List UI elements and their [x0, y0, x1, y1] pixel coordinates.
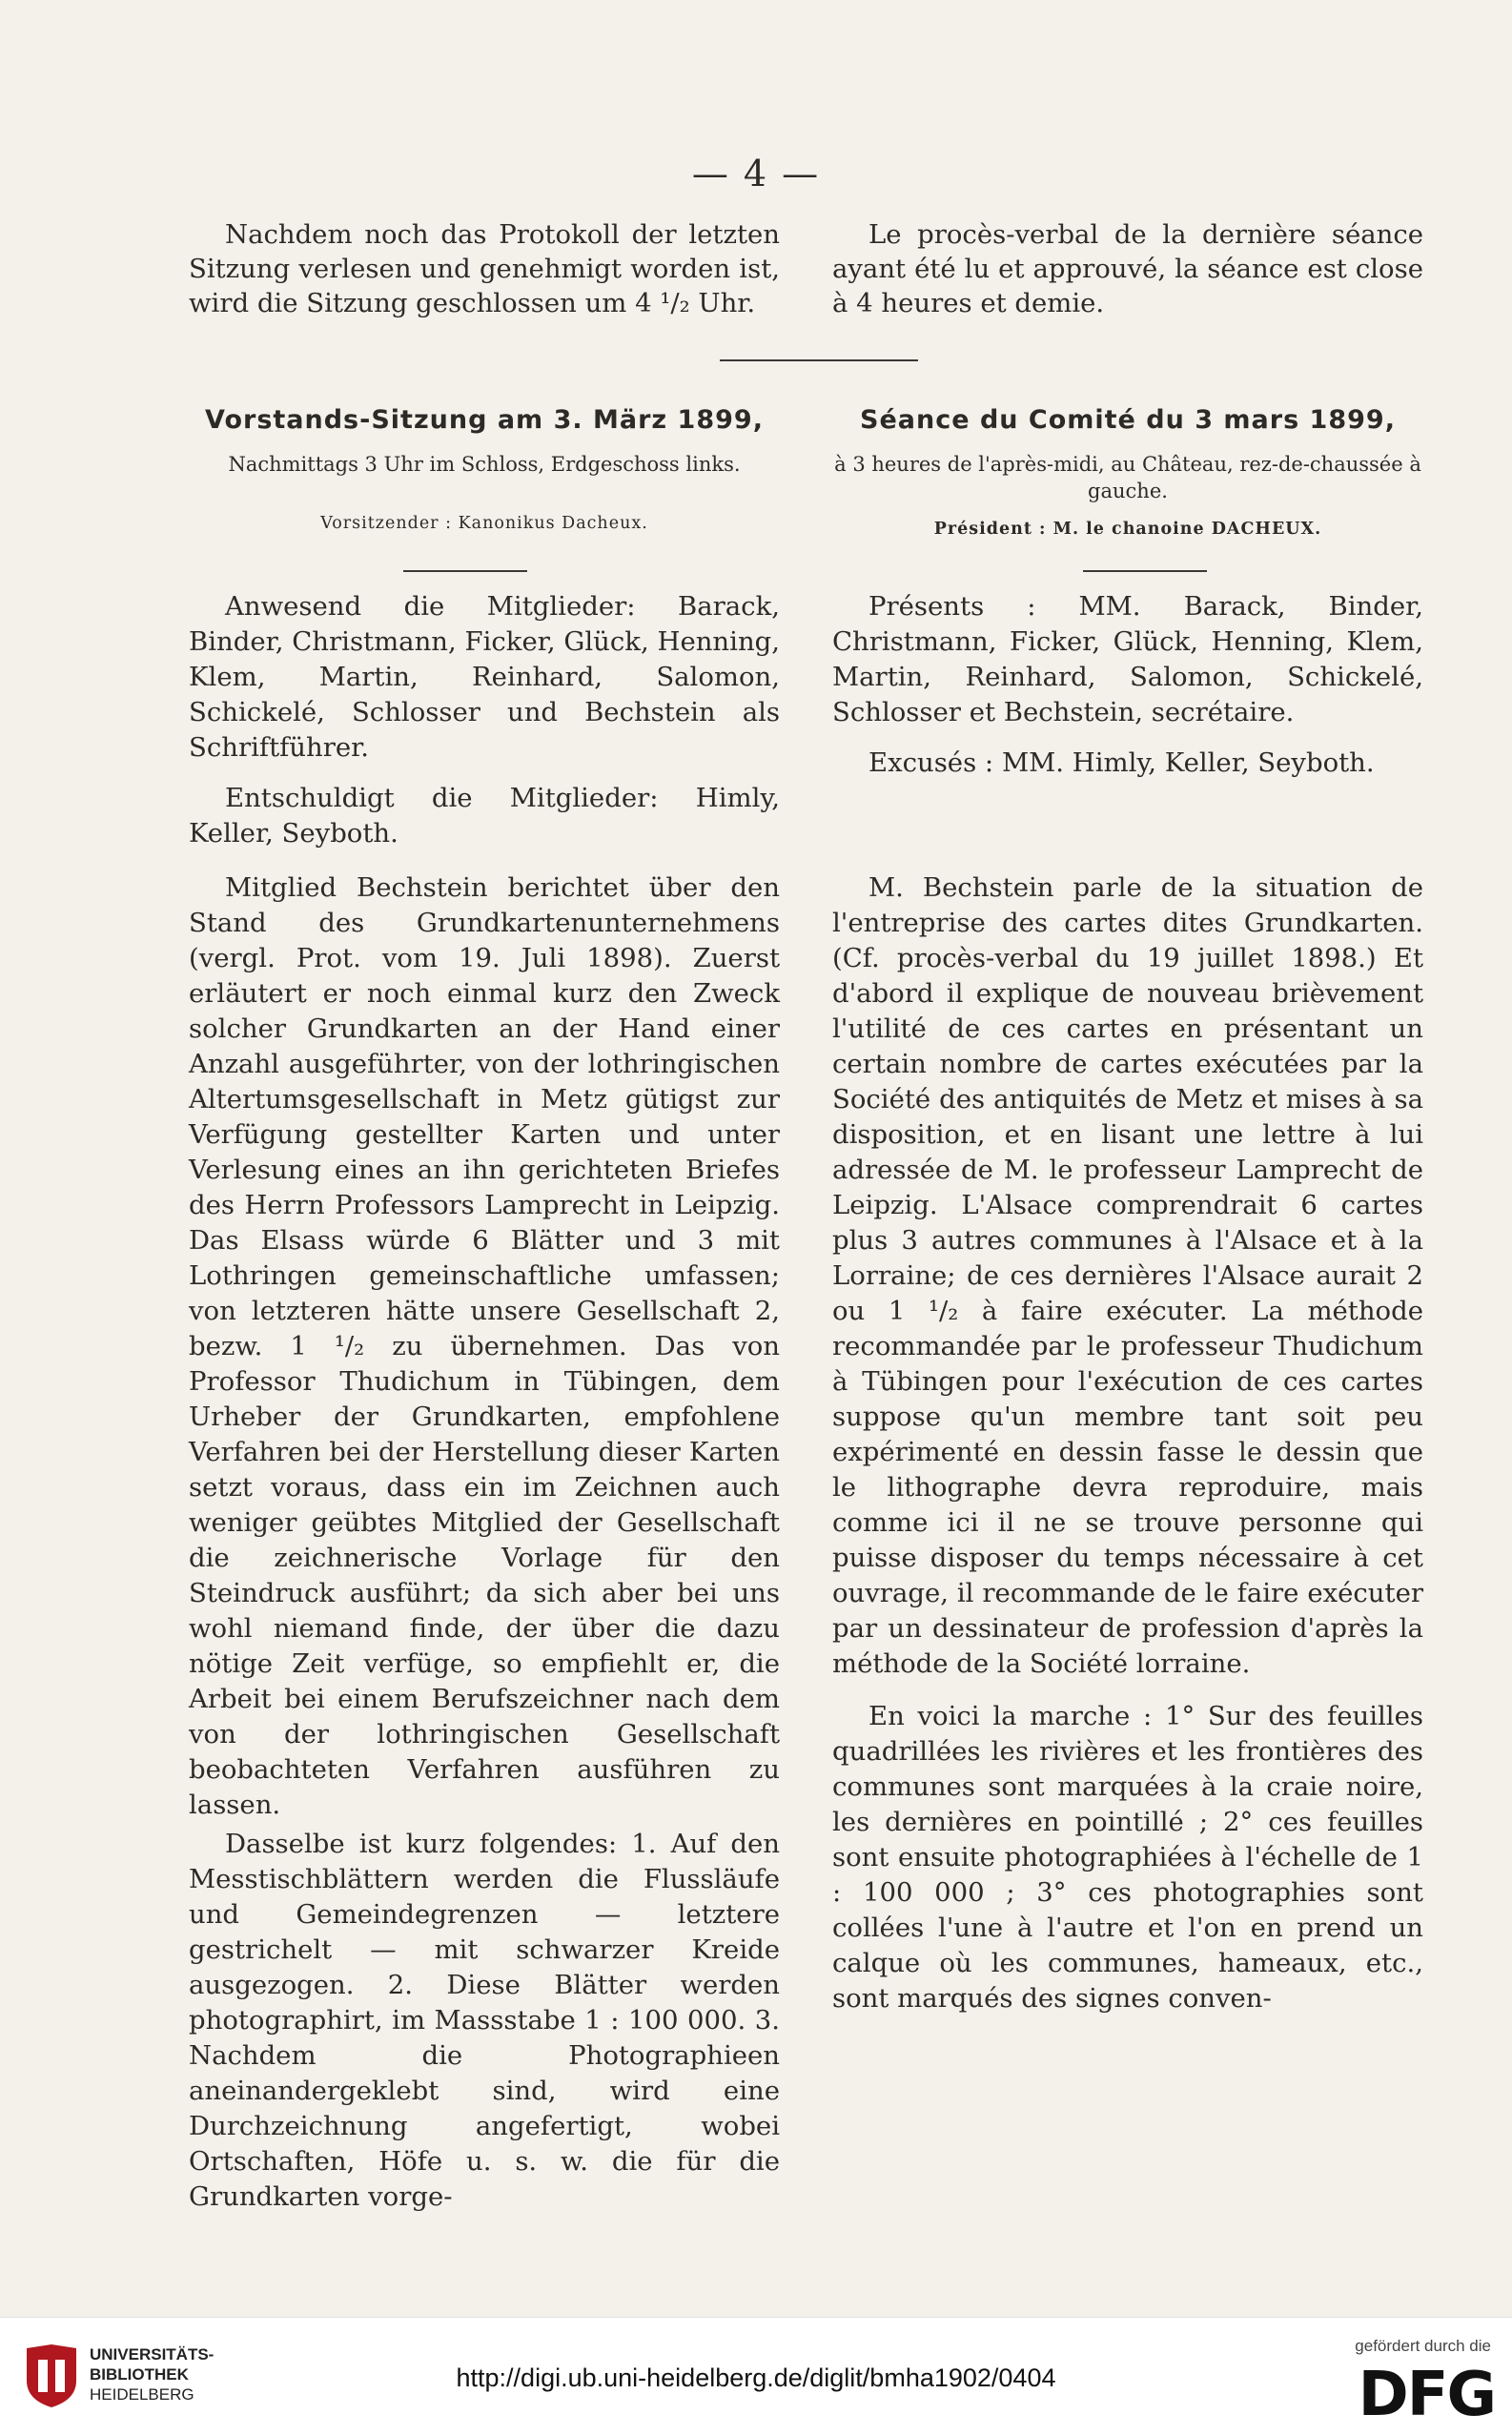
footer-bar: [0, 2317, 1512, 2435]
dfg-logo: DFG: [1358, 2360, 1495, 2430]
de-session-heading: Vorstands-Sitzung am 3. März 1899,: [205, 405, 764, 435]
permalink-url[interactable]: http://digi.ub.uni-heidelberg.de/diglit/bmha1902/0404: [456, 2363, 1056, 2392]
fr-procedure-paragraph: En voici la marche : 1° Sur des feuilles quadrillées les rivières et les frontières des communes sont marquées à la craie noire, les dernières en pointillé ; 2° ces feuilles sont ensuite photographiées à l'échelle de 1 : 100 000 ; 3° ces photographies sont collées l'une à l'autre et l'on en prend un calque où les communes, hameaux, etc., sont marqués des signes conven-: [832, 1701, 1423, 2014]
library-name-line1: UNIVERSITÄTS-: [90, 2345, 215, 2363]
german-body: [189, 589, 780, 851]
de-report-paragraph: Mitglied Bechstein berichtet über den Stand des Grundkartenunternehmens (vergl. Prot. vom 19. Juli 1898). Zuerst erläutert er noch einmal kurz den Zweck solcher Grundkarten an der Hand einer Anzahl ausgeführter, von der lothringischen Altertumsgesellschaft in Metz gütigst zur Verfügung gestellter Karten und unter Verlesung eines an ihn gerichteten Briefes des Herrn Professors Lamprecht in Leipzig. Das Elsass würde 6 Blätter und 3 mit Lothringen gemeinschaftliche umfassen; von letzteren hätte unsere Gesellschaft 2, bezw. 1 ¹/₂ zu übernehmen. Das von Professor Thudichum in Tübingen, dem Urheber der Grundkarten, empfohlene Verfahren bei der Herstellung dieser Karten setzt voraus, dass ein im Zeichnen auch weniger geübtes Mitglied der Gesellschaft die zeichnerische Vorlage für den Steindruck ausführt; da sich aber bei uns wohl niemand finde, der über die dazu nötige Zeit verfüge, so empfiehlt er, die Arbeit bei einem Berufszeichner nach dem von der lothringischen Gesellschaft beobachteten Verfahren ausführen zu lassen.: [189, 872, 780, 1820]
fr-session-subheading: à 3 heures de l'après-midi, au Château, rez-de-chaussée à gauche.: [834, 453, 1421, 502]
french-column: [832, 217, 1423, 320]
funded-by-text: gefördert durch die: [1355, 2337, 1491, 2355]
french-report: [832, 870, 1423, 2016]
de-short-rule: [403, 570, 527, 572]
de-session-subheading: Nachmittags 3 Uhr im Schloss, Erdgeschoss links.: [228, 453, 741, 476]
fr-session-heading: Séance du Comité du 3 mars 1899,: [860, 405, 1396, 435]
german-report: [189, 870, 780, 2215]
german-column: [189, 217, 780, 320]
page-number: — 4 —: [691, 153, 821, 194]
french-body: [832, 589, 1423, 781]
library-name-line2: BIBLIOTHEK: [90, 2365, 189, 2384]
french-heading-block: [832, 402, 1423, 547]
de-excused-paragraph: Entschuldigt die Mitglieder: Himly, Keller, Seyboth.: [189, 783, 780, 849]
fr-intro-paragraph: Le procès-verbal de la dernière séance ayant été lu et approuvé, la séance est close à 4 heures et demie.: [832, 219, 1423, 318]
german-heading-block: [189, 402, 780, 542]
de-intro-paragraph: Nachdem noch das Protokoll der letzten Sitzung verlesen und genehmigt worden ist, wird die Sitzung geschlossen um 4 ¹/₂ Uhr.: [189, 219, 780, 318]
de-chair-line: Vorsitzender : Kanonikus Dacheux.: [320, 514, 648, 533]
fr-chair-line: Président : M. le chanoine DACHEUX.: [933, 520, 1322, 539]
de-present-paragraph: Anwesend die Mitglieder: Barack, Binder, Christmann, Ficker, Glück, Henning, Klem, Martin, Reinhard, Salomon, Schickelé, Schlosser und Bechstein als Schriftführer.: [189, 591, 780, 763]
fr-report-paragraph: M. Bechstein parle de la situation de l'entreprise des cartes dites Grundkarten. (Cf. procès-verbal du 19 juillet 1898.) Et d'abord il explique de nouveau brièvement l'utilité de ces cartes en présentant un certain nombre de cartes exécutées par la Société des antiquités de Metz et mises à sa disposition, et en lisant une lettre à lui adressée de M. le professeur Lamprecht de Leipzig. L'Alsace comprendrait 6 cartes plus 3 autres communes à l'Alsace et à la Lorraine; de ces dernières l'Alsace aurait 2 ou 1 ¹/₂ à faire exécuter. La méthode recommandée par le professeur Thudichum à Tübingen pour l'exécution de ces cartes suppose qu'un membre tant soit peu expérimenté en dessin fasse le dessin que le lithographe devra reproduire, mais comme ici il ne se trouve personne qui puisse disposer du temps nécessaire à cet ouvrage, il recommande de le faire exécuter par un dessinateur de profession d'après la méthode de la Société lorraine.: [832, 872, 1423, 1679]
section-divider-rule: [720, 359, 918, 361]
fr-present-paragraph: Présents : MM. Barack, Binder, Christmann, Ficker, Glück, Henning, Klem, Martin, Reinhard, Salomon, Schickelé, Schlosser et Bechstein, secrétaire.: [832, 591, 1423, 727]
de-procedure-paragraph: Dasselbe ist kurz folgendes: 1. Auf den Messtischblättern werden die Flussläufe und Gemeindegrenzen — letztere gestrichelt — mit schwarzer Kreide ausgezogen. 2. Diese Blätter werden photographirt, im Massstabe 1 : 100 000. 3. Nachdem die Photographieen aneinandergeklebt sind, wird eine Durchzeichnung angefertigt, wobei Ortschaften, Höfe u. s. w. die für die Grundkarten vorge-: [189, 1829, 780, 2212]
library-name-line3: HEIDELBERG: [90, 2385, 194, 2404]
fr-excused-paragraph: Excusés : MM. Himly, Keller, Seyboth.: [868, 747, 1375, 778]
fr-short-rule: [1083, 570, 1207, 572]
